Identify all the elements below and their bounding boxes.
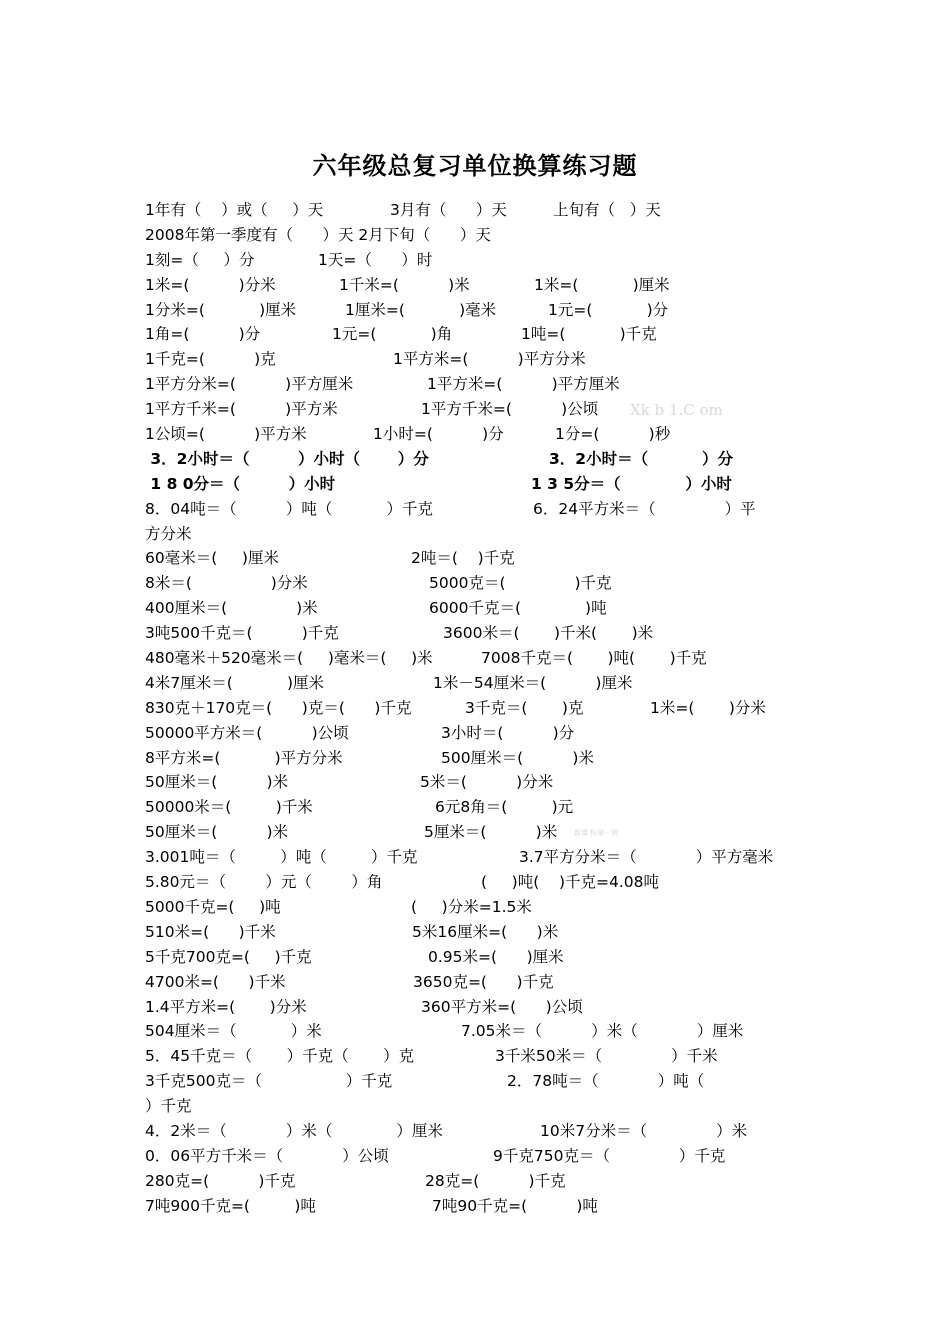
exercise-item: 3．2小时＝（ ）小时（ ）分 (145, 449, 429, 468)
exercise-line (145, 696, 825, 721)
exercise-line (145, 1069, 825, 1094)
exercise-item: 1角=( )分 (145, 325, 261, 344)
exercise-line (145, 198, 825, 223)
exercise-line (145, 721, 825, 746)
exercise-item: 5米＝( )分米 (420, 773, 554, 792)
exercise-item: 8米＝( )分米 (145, 574, 308, 593)
exercise-item: 5.80元＝（ ）元（ ）角 (145, 873, 383, 892)
exercise-item: 10米7分米＝（ ）米 (540, 1121, 748, 1140)
exercise-item: 1分=( )秒 (555, 425, 671, 444)
exercise-item: 1米=( )分米 (145, 275, 276, 294)
exercise-item: 504厘米＝（ ）米 (145, 1022, 322, 1041)
exercise-line (145, 621, 825, 646)
exercise-item: 1吨=( )千克 (521, 325, 657, 344)
exercise-item: 7吨900千克=( )吨 (145, 1196, 316, 1215)
exercise-item: 1 3 5分＝（ ）小时 (531, 474, 732, 493)
exercise-item: 3月有（ ）天 (390, 201, 507, 219)
exercise-item: 5000克＝( )千克 (429, 574, 612, 593)
exercise-line (145, 397, 825, 422)
exercise-item: 方分米 (145, 524, 192, 543)
exercise-item: 4700米=( )千米 (145, 972, 286, 991)
exercise-item: 5千克700克=( )千克 (145, 947, 312, 966)
exercise-line (145, 845, 825, 870)
exercise-line (145, 522, 825, 547)
exercise-item: 1米－54厘米＝( )厘米 (433, 673, 633, 692)
exercise-item: 50000平方米＝( )公顷 (145, 723, 349, 742)
exercise-line (145, 472, 825, 497)
page-title: 六年级总复习单位换算练习题 (312, 152, 638, 180)
exercise-item: 1分米=( )厘米 (145, 300, 297, 319)
exercise-item: 360平方米=( )公顷 (421, 997, 583, 1016)
exercise-line (145, 1094, 825, 1119)
exercise-item: 5米16厘米=( )米 (412, 922, 559, 941)
exercise-line (145, 1019, 825, 1044)
exercise-item: 1刻=（ ）分 (145, 250, 255, 269)
exercise-item: 1米=( )厘米 (534, 275, 670, 294)
exercise-item: 5厘米＝( )米 (424, 823, 558, 842)
exercise-item: 400厘米＝( )米 (145, 599, 318, 618)
exercise-item: 8．04吨＝（ ）吨（ ）千克 (145, 499, 434, 518)
exercise-item: 1元=( )角 (332, 325, 453, 344)
exercise-item: 7008千克＝( )吨( )千克 (481, 649, 707, 668)
exercise-line (145, 1044, 825, 1069)
exercise-line (145, 895, 825, 920)
exercise-item: 50厘米＝( )米 (145, 773, 289, 792)
exercise-line (145, 497, 825, 522)
exercise-item: 5．45千克＝（ ）千克（ ）克 (145, 1047, 415, 1066)
exercise-item: 1平方千米=( )公顷 (421, 400, 599, 419)
exercise-item: 8平方米=( )平方分米 (145, 748, 343, 767)
exercise-item: 1公顷=( )平方米 (145, 425, 307, 444)
exercise-line (145, 571, 825, 596)
exercise-item: 280克=( )千克 (145, 1171, 296, 1190)
exercise-line (145, 795, 825, 820)
exercise-line (145, 447, 825, 472)
exercise-line (145, 770, 825, 795)
exercise-line (145, 746, 825, 771)
exercise-item: 9千克750克＝（ ）千克 (493, 1146, 726, 1165)
exercise-item: 1平方千米=( )平方米 (145, 400, 338, 419)
exercise-item: 6000千克＝( )吨 (429, 599, 607, 618)
exercise-item: 480毫米＋520毫米＝( )毫米＝( )米 (145, 649, 433, 668)
exercise-item: 1平方分米=( )平方厘米 (145, 375, 354, 394)
exercise-item: 500厘米＝( )米 (441, 748, 594, 767)
exercise-item: 3小时＝( )分 (441, 723, 575, 742)
exercise-line (145, 920, 825, 945)
exercise-item: 1千克=( )克 (145, 350, 276, 369)
exercise-line (145, 820, 825, 845)
exercise-item: 2吨＝( )千克 (411, 549, 515, 568)
exercise-item: 1元=( )分 (548, 300, 669, 319)
exercise-item: 3600米＝( )千米( )米 (443, 624, 654, 643)
exercise-list (145, 198, 825, 1219)
exercise-item: ( )吨( )千克=4.08吨 (481, 873, 660, 892)
exercise-item: 50000米＝( )千米 (145, 798, 313, 817)
exercise-item: 1小时=( )分 (373, 425, 504, 444)
exercise-item: 3千米50米＝（ ）千米 (495, 1047, 718, 1066)
watermark-text: Xk b 1.C om (630, 401, 723, 419)
exercise-item: 1平方米=( )平方分米 (393, 350, 586, 369)
exercise-line (145, 1169, 825, 1194)
exercise-item: 3650克=( )千克 (413, 972, 554, 991)
exercise-item: 6．24平方米＝（ ）平 (533, 499, 756, 518)
exercise-item: 5000千克=( )吨 (145, 897, 281, 916)
exercise-item: 60毫米＝( )厘米 (145, 549, 279, 568)
exercise-item: 7.05米＝（ ）米（ ）厘米 (461, 1022, 744, 1041)
exercise-item: 50厘米＝( )米 (145, 823, 289, 842)
exercise-line (145, 347, 825, 372)
exercise-item: 1平方米=( )平方厘米 (427, 375, 620, 394)
exercise-line (145, 223, 825, 248)
exercise-line (145, 995, 825, 1020)
exercise-line (145, 596, 825, 621)
exercise-line (145, 970, 825, 995)
exercise-item: 3.001吨＝（ ）吨（ ）千克 (145, 848, 418, 867)
exercise-item: 0.95米=( )厘米 (428, 947, 564, 966)
exercise-line (145, 1119, 825, 1144)
exercise-item: 3吨500千克＝( )千克 (145, 624, 339, 643)
exercise-line (145, 322, 825, 347)
exercise-line (145, 298, 825, 323)
exercise-item: 3.7平方分米＝（ ）平方毫米 (519, 848, 774, 867)
exercise-item: 1 8 0分＝（ ）小时 (145, 474, 336, 493)
exercise-item: 2008年第一季度有（ ）天 2月下旬（ ）天 (145, 225, 491, 244)
exercise-item: 1年有（ ）或（ ）天 (145, 201, 324, 219)
exercise-item: 1厘米=( )毫米 (345, 300, 497, 319)
exercise-item: 510米=( )千米 (145, 922, 276, 941)
exercise-item: 2．78吨＝（ ）吨（ (507, 1072, 705, 1091)
exercise-item: 0．06平方千米＝（ ）公顷 (145, 1146, 389, 1165)
exercise-item: 830克＋170克＝( )克＝( )千克 (145, 698, 412, 717)
exercise-item: 7吨90千克=( )吨 (432, 1196, 598, 1215)
exercise-item: 1.4平方米=( )分米 (145, 997, 307, 1016)
exercise-item: 1天=（ ）时 (318, 250, 433, 269)
exercise-line (145, 1194, 825, 1219)
exercise-item: 3千克500克＝（ ）千克 (145, 1072, 393, 1091)
exercise-line (145, 870, 825, 895)
exercise-line (145, 1144, 825, 1169)
exercise-line (145, 273, 825, 298)
exercise-item: ）千克 (145, 1097, 192, 1116)
exercise-item: 4．2米＝（ ）米（ ）厘米 (145, 1121, 443, 1140)
exercise-line (145, 372, 825, 397)
watermark-text-small: 新课 标第一网 (574, 829, 619, 837)
exercise-item: 3千克＝( )克 (465, 698, 584, 717)
exercise-line (145, 945, 825, 970)
exercise-item: 6元8角＝( )元 (435, 798, 574, 817)
exercise-item: 1米=( )分米 (650, 698, 766, 717)
exercise-line (145, 646, 825, 671)
exercise-line (145, 422, 825, 447)
exercise-item: 28克=( )千克 (425, 1171, 566, 1190)
exercise-item: ( )分米=1.5米 (411, 897, 532, 916)
exercise-item: 3．2小时＝（ ）分 (549, 449, 734, 468)
exercise-item: 上旬有（ ）天 (553, 201, 661, 219)
exercise-line (145, 248, 825, 273)
exercise-item: 1千米=( )米 (339, 275, 470, 294)
exercise-line (145, 546, 825, 571)
exercise-item: 4米7厘米＝( )厘米 (145, 673, 325, 692)
exercise-line (145, 671, 825, 696)
